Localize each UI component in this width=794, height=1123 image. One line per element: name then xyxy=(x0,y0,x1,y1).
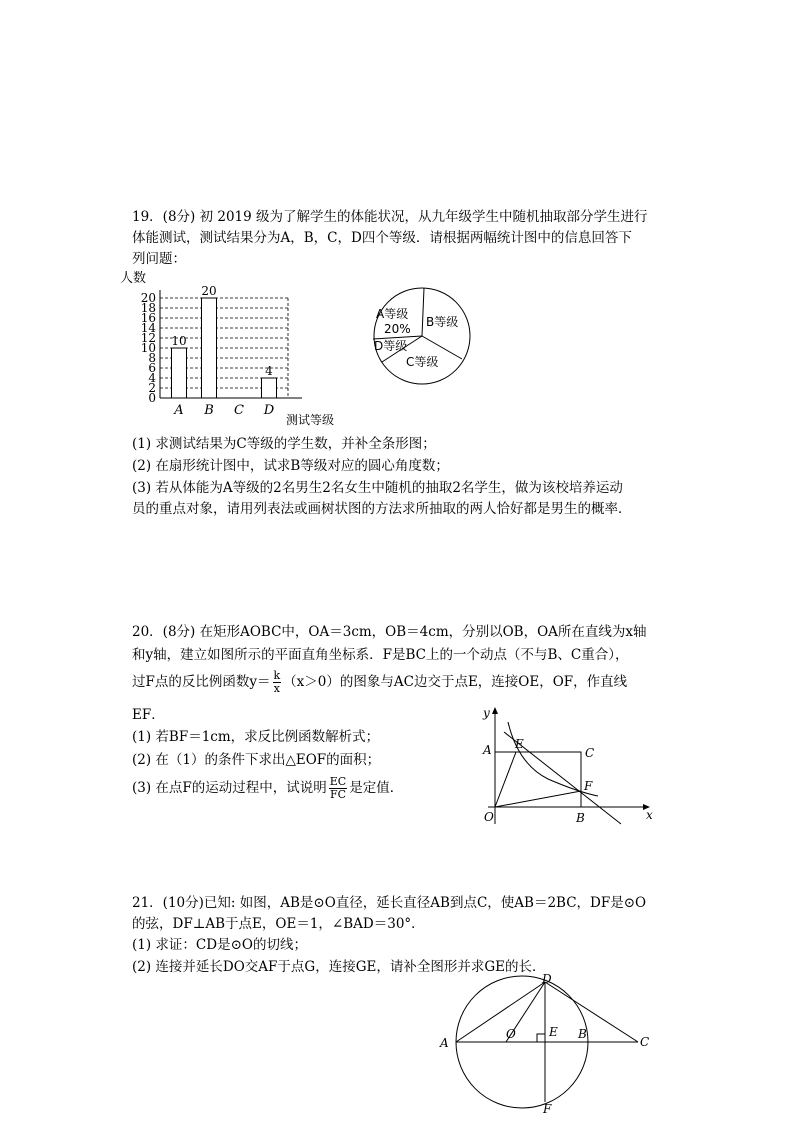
bar-chart-yticks xyxy=(141,291,157,405)
q20-question-1: (1) 若BF＝1cm，求反比例函数解析式； xyxy=(132,729,380,745)
y-tick-label: 18 xyxy=(140,301,156,315)
label-C: C xyxy=(640,1035,650,1049)
y-tick-label: 10 xyxy=(140,341,156,355)
bar-value-label-B: 20 xyxy=(201,284,217,298)
q19-line-3: 列问题： xyxy=(132,251,186,267)
label-E: E xyxy=(515,737,524,751)
pie-divider-1 xyxy=(422,288,424,336)
label-y: y xyxy=(483,706,490,720)
y-tick-label: 8 xyxy=(148,351,156,365)
label-C: C xyxy=(585,746,595,760)
label-O: O xyxy=(506,1027,516,1041)
pie-chart xyxy=(366,284,480,388)
q21-line-1: 21．(10分)已知: 如图，AB是⊙O直径，延长直径AB到点C，使AB＝2BC，DF是⊙O xyxy=(132,895,647,911)
label-B: B xyxy=(578,1027,587,1041)
bar-B xyxy=(202,298,217,398)
q20-fraction-ec-over-fc: $\frac{EC}{FC}$ xyxy=(329,775,347,801)
pie-label-a: A等级 xyxy=(376,307,409,321)
q21-figure xyxy=(434,974,659,1114)
q19-question-3a: (3) 若从体能为A等级的2名男生2名女生中随机的抽取2名学生，做为该校培养运动 xyxy=(132,480,623,496)
y-tick-label: 14 xyxy=(140,321,156,335)
q20-line-2: 和y轴，建立如图所示的平面直角坐标系．F是BC上的一个动点（不与B、C重合）， xyxy=(132,647,629,663)
y-tick-label: 20 xyxy=(140,291,156,305)
label-F: F xyxy=(543,1102,552,1114)
y-tick-label: 0 xyxy=(148,391,156,405)
bar-chart xyxy=(118,266,358,431)
segment-oe xyxy=(495,752,516,807)
segment-dc xyxy=(545,982,638,1042)
y-tick-label: 16 xyxy=(140,311,156,325)
bar-value-label-D: 4 xyxy=(265,364,273,378)
bar-A xyxy=(172,348,187,398)
category-label-A: A xyxy=(174,403,184,418)
pie-label-d: D等级 xyxy=(374,339,408,353)
category-label-D: D xyxy=(263,403,275,418)
q20-line-3 xyxy=(132,668,627,696)
label-A: A xyxy=(483,743,492,757)
q20-line-1: 20．(8分) 在矩形AOBC中，OA＝3cm，OB＝4cm，分别以OB，OA所在直线为x轴 xyxy=(132,624,647,640)
right-angle-mark xyxy=(537,1034,545,1042)
q19-line-1: 19．(8分) 初 2019 级为了解学生的体能状况，从九年级学生中随机抽取部分学生进行 xyxy=(132,209,648,225)
y-tick-label: 4 xyxy=(148,371,156,385)
category-label-C: C xyxy=(234,403,244,418)
pie-label-c: C等级 xyxy=(406,355,439,369)
q20-line-4: EF． xyxy=(132,707,165,723)
y-tick-label: 6 xyxy=(148,361,156,375)
segment-of xyxy=(495,791,581,807)
q21-line-2: 的弦，DF⊥AB于点E，OE＝1，∠BAD＝30°． xyxy=(132,916,425,932)
pie-label-a-percent: 20% xyxy=(384,322,411,336)
label-O: O xyxy=(484,810,494,824)
q21-question-2: (2) 连接并延长DO交AF于点G，连接GE，请补全图形并求GE的长． xyxy=(132,959,546,975)
q20-fraction-k-over-x: $\frac{k}{x}$ xyxy=(273,669,281,695)
bar-D xyxy=(262,378,277,398)
label-B: B xyxy=(576,811,585,825)
q21-question-1: (1) 求证：CD是⊙O的切线； xyxy=(132,937,307,953)
q20-line-3-pre: 过F点的反比例函数y＝ xyxy=(132,674,271,690)
pie-label-b: B等级 xyxy=(426,315,459,329)
q19-question-3b: 员的重点对象，请用列表法或画树状图的方法求所抽取的两人恰好都是男生的概率． xyxy=(132,501,632,517)
category-label-B: B xyxy=(204,403,214,418)
bar-chart-ylabel: 人数 xyxy=(120,271,147,286)
label-F: F xyxy=(584,779,593,793)
y-axis-arrow xyxy=(492,707,498,714)
label-E: E xyxy=(549,1025,558,1039)
bar-chart-xlabel: 测试等级 xyxy=(286,413,335,427)
q19-line-2: 体能测试，测试结果分为A，B，C，D四个等级．请根据两幅统计图中的信息回答下 xyxy=(132,230,632,246)
q20-question-2: (2) 在（1）的条件下求出△EOF的面积； xyxy=(132,752,381,768)
label-A: A xyxy=(440,1036,449,1050)
bar-value-label-A: 10 xyxy=(171,334,187,348)
label-x: x xyxy=(646,808,653,822)
y-tick-label: 2 xyxy=(148,381,156,395)
q20-figure xyxy=(478,704,658,832)
q19-question-1: (1) 求测试结果为C等级的学生数，并补全条形图； xyxy=(132,436,436,452)
y-tick-label: 12 xyxy=(140,331,156,345)
q20-line-3-post: （x＞0）的图象与AC边交于点E，连接OE，OF，作直线 xyxy=(283,674,628,690)
segment-ad xyxy=(456,982,545,1042)
q20-question-3: (3) 在点F的运动过程中，试说明 $\frac{EC}{FC}$ 是定值． xyxy=(132,775,404,801)
q19-question-2: (2) 在扇形统计图中，试求B等级对应的圆心角度数； xyxy=(132,458,449,474)
label-D: D xyxy=(542,974,552,986)
